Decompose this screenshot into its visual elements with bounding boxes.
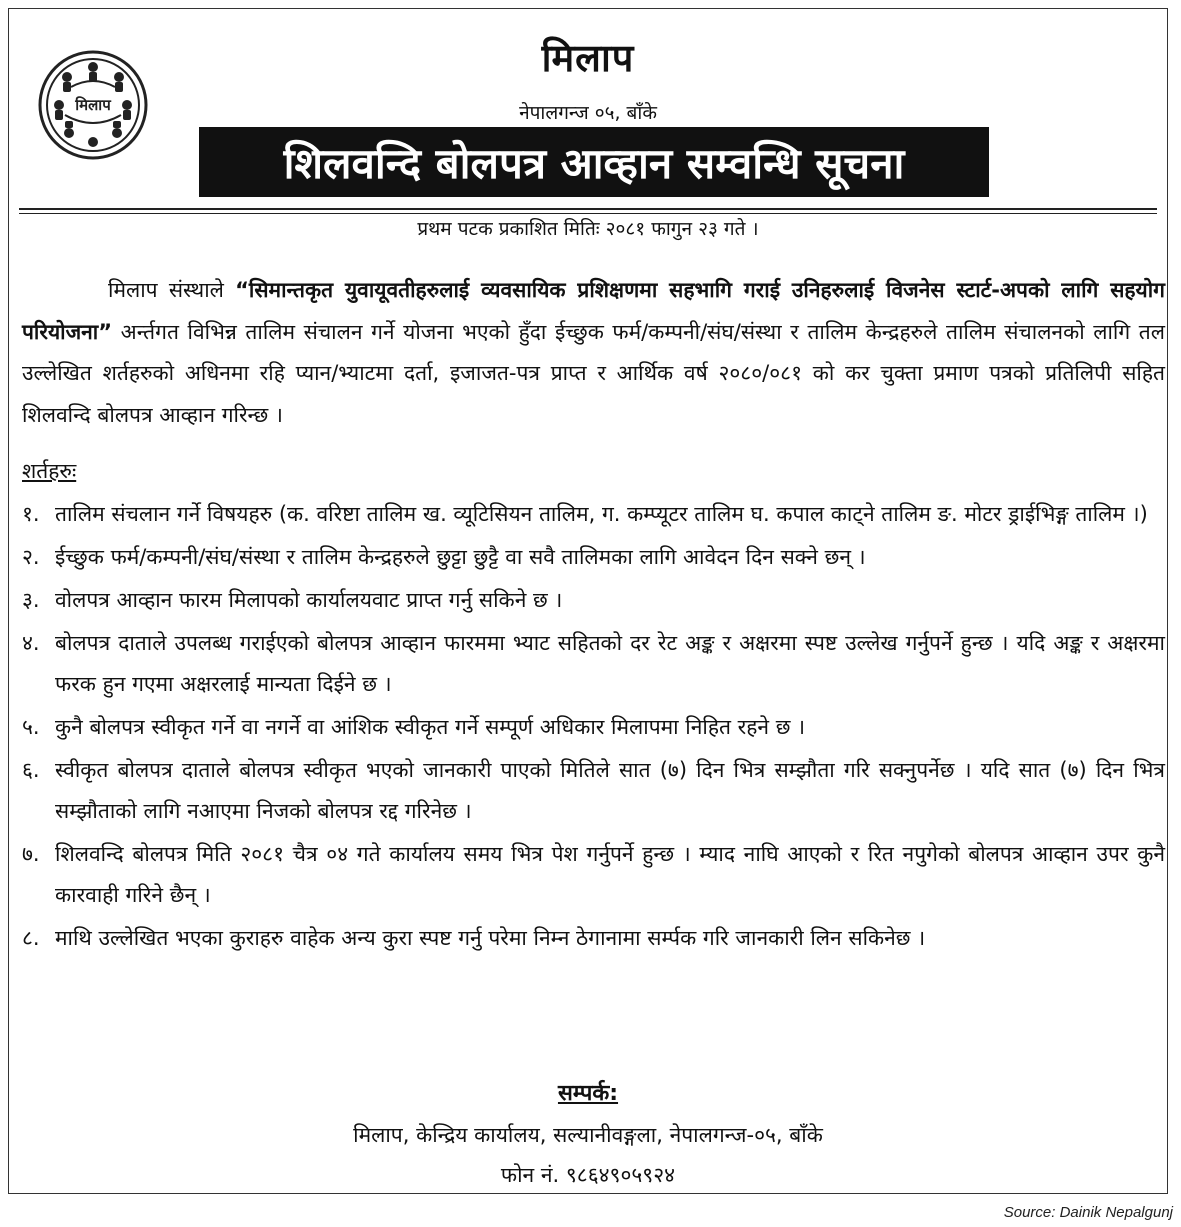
condition-text: माथि उल्लेखित भएका कुराहरु वाहेक अन्य कुरा स्पष्ट गर्नु परेमा निम्न ठेगानामा सर्म्पक गरि जानकारी लिन सकिनेछ । — [55, 926, 926, 950]
condition-text: शिलवन्दि बोलपत्र मिति २०८१ चैत्र ०४ गते कार्यालय समय भित्र पेश गर्नुपर्ने हुन्छ । म्याद नाघि आएको र रित नपुगेको बोलपत्र आव्हान उपर कुनै कारवाही गरिने छैन् । — [55, 842, 1165, 907]
condition-item — [22, 494, 1165, 535]
condition-number: ८. — [22, 926, 40, 950]
notice-frame — [8, 8, 1168, 1194]
conditions-list — [22, 494, 1165, 961]
notice-title: शिलवन्दि बोलपत्र आव्हान सम्वन्धि सूचना — [199, 127, 989, 197]
contact-address: मिलाप, केन्द्रिय कार्यालय, सल्यानीवङ्गला, नेपालगन्ज-०५, बाँके — [353, 1123, 823, 1147]
condition-number: २. — [22, 545, 40, 569]
contact-phone: फोन नं. ९८६४९०५९२४ — [500, 1163, 676, 1187]
condition-text: ईच्छुक फर्म/कम्पनी/संघ/संस्था र तालिम केन्द्रहरुले छुट्टा छुट्टै वा सवै तालिमका लागि आवेदन दिन सक्ने छन् । — [55, 545, 866, 569]
condition-text: स्वीकृत बोलपत्र दाताले बोलपत्र स्वीकृत भएको जानकारी पाएको मितिले सात (७) दिन भित्र सम्झौता गरि सक्नुपर्नेछ । यदि सात (७) दिन भित्र सम्झौताको लागि नआएमा निजको बोलपत्र रद्द गरिनेछ । — [55, 758, 1165, 823]
condition-number: १. — [22, 502, 40, 526]
condition-text: वोलपत्र आव्हान फारम मिलापको कार्यालयवाट प्राप्त गर्नु सकिने छ । — [55, 588, 563, 612]
condition-text: तालिम संचलान गर्ने विषयहरु (क. वरिष्टा तालिम ख. व्यूटिसियन तालिम, ग. कम्प्यूटर तालिम घ. कपाल काट्ने तालिम ङ. मोटर ड्राईभिङ्ग तालिम ।) — [55, 502, 1148, 526]
header-divider-thin — [19, 213, 1157, 214]
condition-number: ७. — [22, 842, 40, 866]
source-credit: Source: Dainik Nepalgunj — [1003, 1204, 1173, 1221]
condition-item — [22, 623, 1165, 705]
condition-number: ४. — [22, 631, 40, 655]
intro-paragraph — [22, 270, 1165, 436]
publish-date-line: प्रथम पटक प्रकाशित मितिः २०८१ फागुन २३ गते । — [417, 218, 759, 240]
condition-item — [22, 537, 1165, 578]
condition-item — [22, 834, 1165, 916]
condition-text: बोलपत्र दाताले उपलब्ध गराईएको बोलपत्र आव्हान फारममा भ्याट सहितको दर रेट अङ्क र अक्षरमा स्पष्ट उल्लेख गर्नुपर्ने हुन्छ । यदि अङ्क र अक्षरमा फरक हुन गएमा अक्षरलाई मान्यता दिईने छ । — [55, 631, 1165, 696]
org-address: नेपालगन्ज ०५, बाँके — [519, 102, 657, 124]
org-name: मिलाप — [541, 36, 635, 80]
header-divider — [19, 208, 1157, 210]
contact-heading — [9, 1077, 1167, 1107]
intro-rest: अर्न्तगत विभिन्न तालिम संचालन गर्ने योजना भएको हुँदा ईच्छुक फर्म/कम्पनी/संघ/संस्था र तालिम केन्द्रहरुले तालिम संचालनको लागि तल उल्लेखित शर्तहरुको अधिनमा रहि प्यान/भ्याटमा दर्ता, इजाजत-पत्र प्राप्त र आर्थिक वर्ष २०८०/०८१ को कर चुक्ता प्रमाण पत्रको प्रतिलिपी सहित शिलवन्दि बोलपत्र आव्हान गरिन्छ । — [22, 319, 1165, 427]
condition-item — [22, 750, 1165, 832]
condition-item — [22, 918, 1165, 959]
condition-number: ३. — [22, 588, 40, 612]
condition-item — [22, 580, 1165, 621]
condition-text: कुनै बोलपत्र स्वीकृत गर्ने वा नगर्ने वा आंशिक स्वीकृत गर्ने सम्पूर्ण अधिकार मिलापमा निहित रहने छ । — [55, 715, 806, 739]
condition-item — [22, 707, 1165, 748]
conditions-heading: शर्तहरुः — [22, 459, 77, 483]
condition-number: ५. — [22, 715, 40, 739]
condition-number: ६. — [22, 758, 40, 782]
intro-project-name: “सिमान्तकृत युवायूवतीहरुलाई व्यवसायिक प्रशिक्षणमा सहभागि गराई उनिहरुलाई विजनेस स्टार्ट-अपको लागि सहयोग परियोजना” — [22, 278, 1165, 344]
logo-text: मिलाप — [75, 96, 111, 114]
intro-lead: मिलाप संस्थाले — [108, 278, 236, 302]
contact-heading-text: सम्पर्क: — [557, 1081, 619, 1106]
